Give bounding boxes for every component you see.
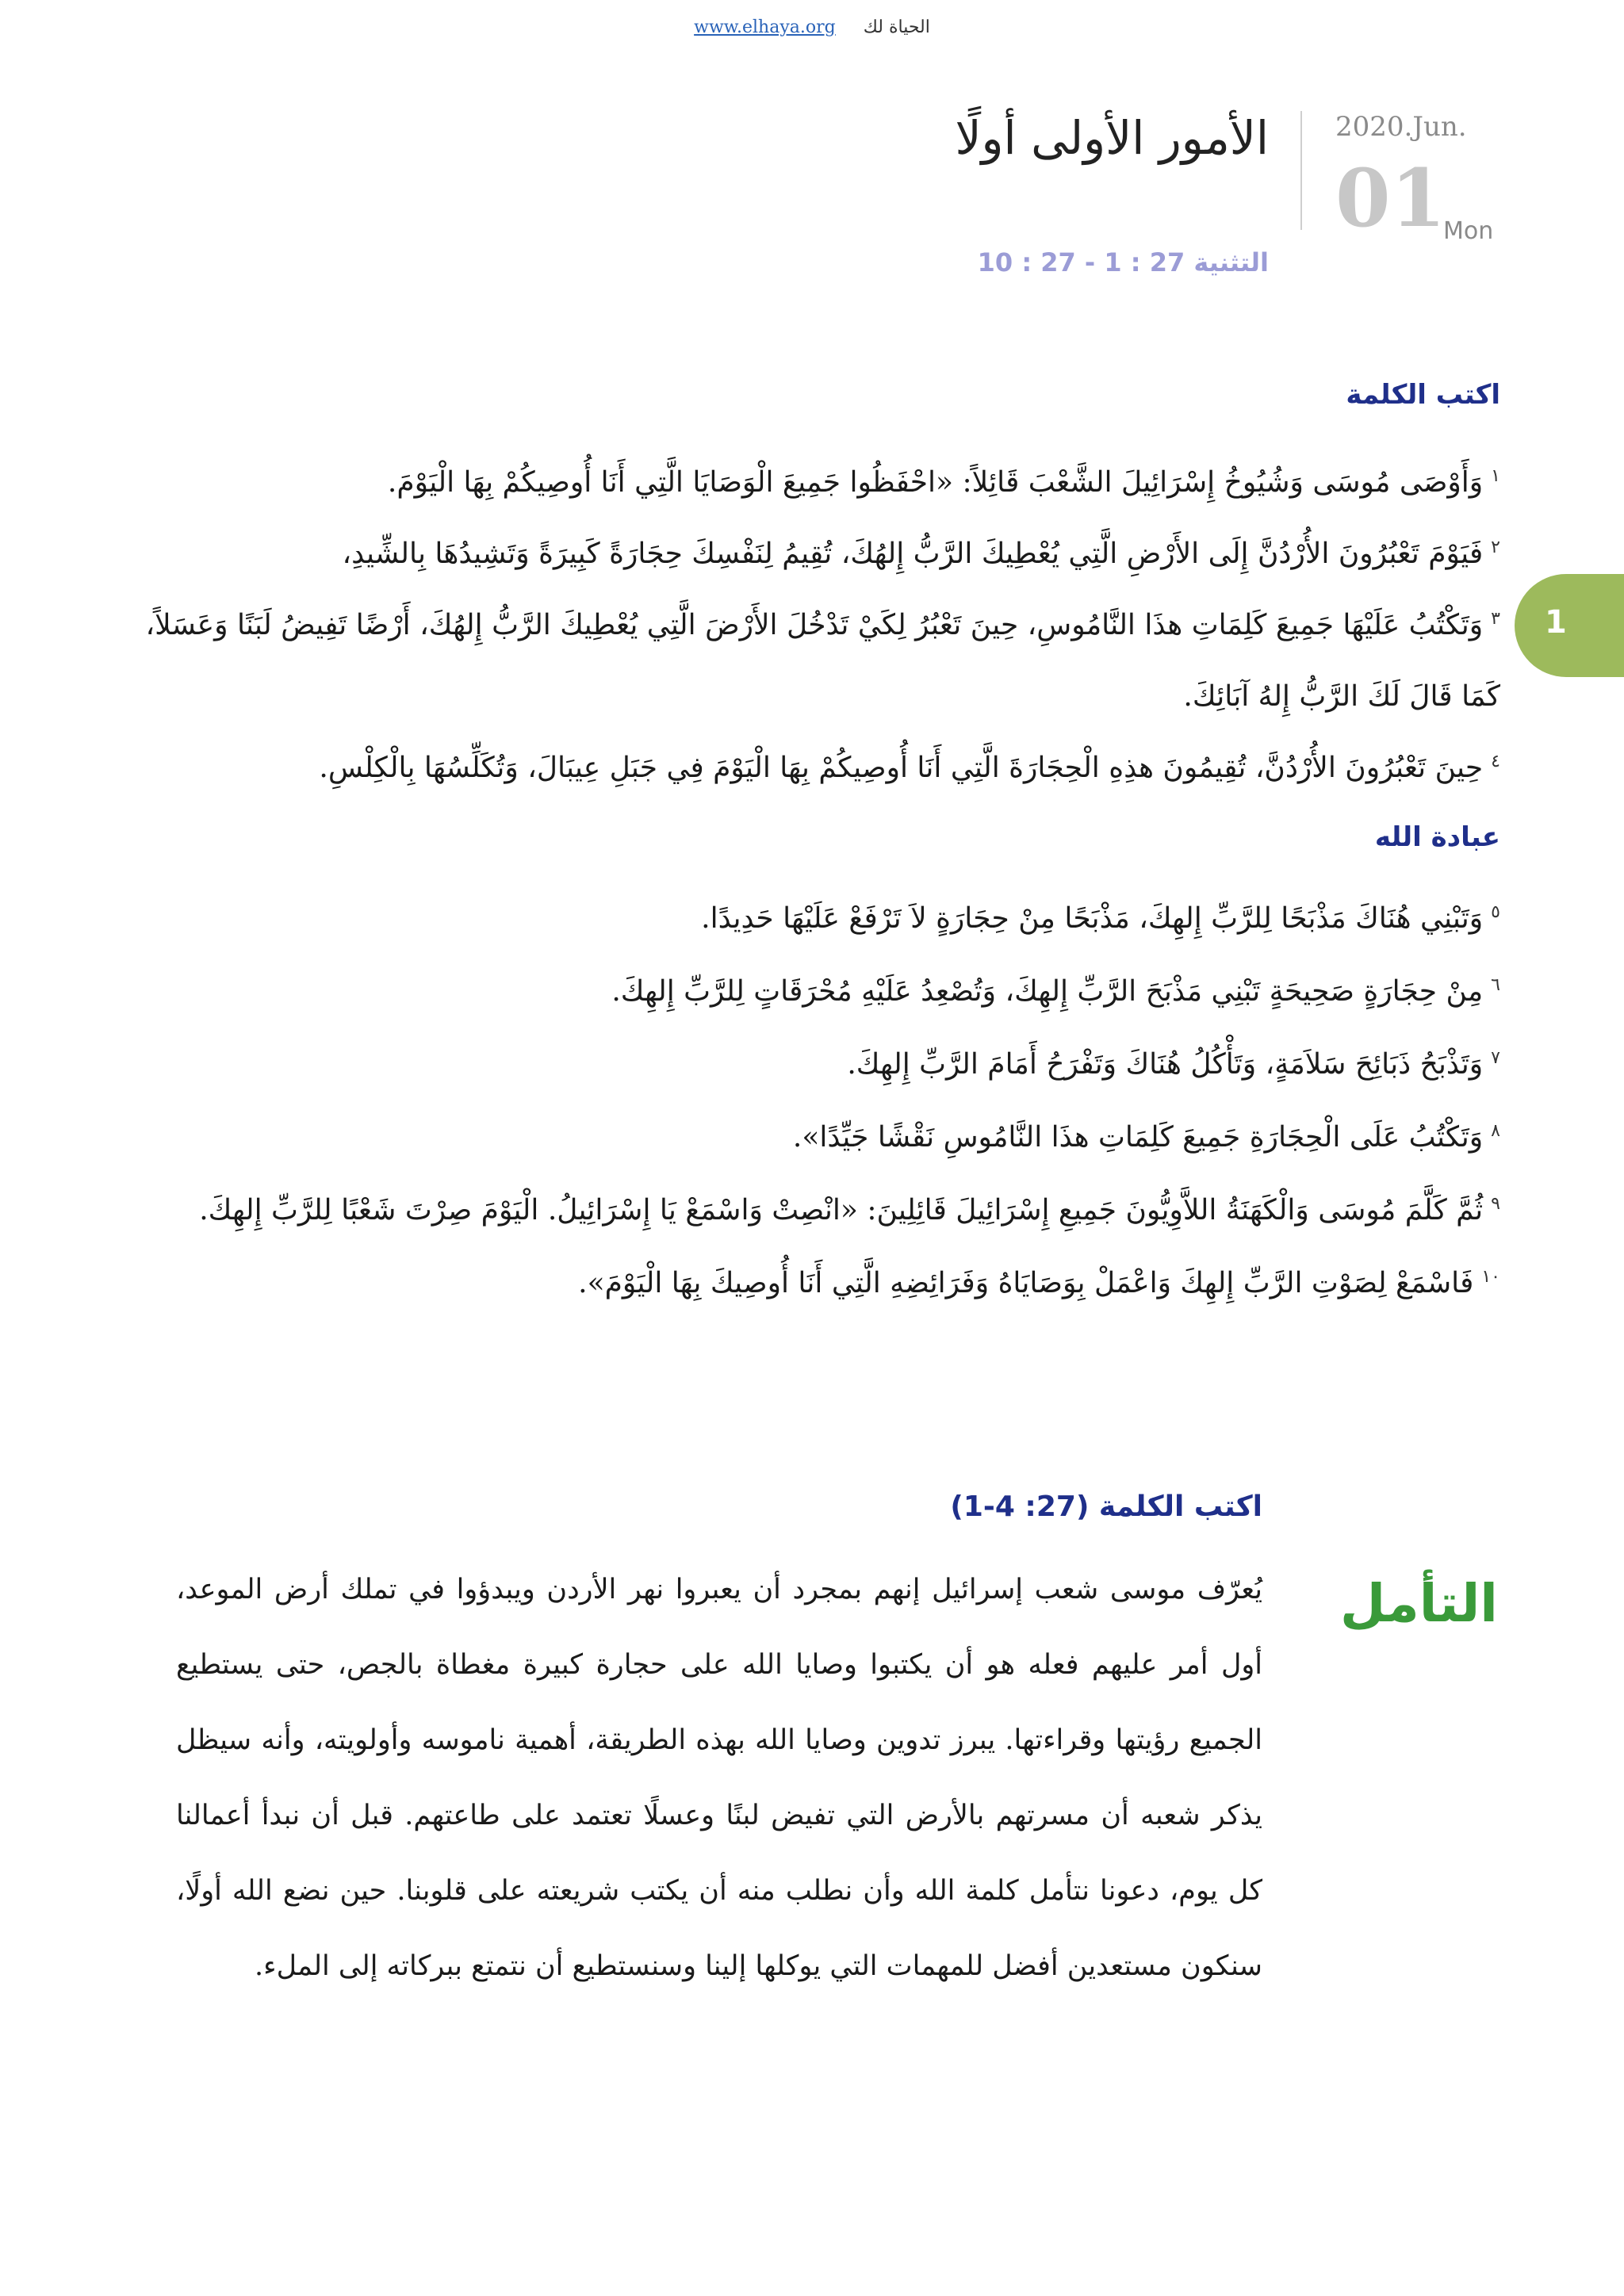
date-year-month: 2020.Jun. [1335, 111, 1467, 143]
verse-number: ٤ [1491, 752, 1500, 771]
verse-text: وَتَبْنِي هُنَاكَ مَذْبَحًا لِلرَّبِّ إِلهِكَ، مَذْبَحًا مِنْ حِجَارَةٍ لاَ تَرْفَعْ عَلَيْهَا حَدِيدًا. [701, 902, 1484, 935]
verse [121, 441, 1500, 519]
reflection-label: التأمل [1340, 1573, 1498, 1634]
site-url-link[interactable]: www.elhaya.org [694, 17, 836, 37]
reflection-body: يُعرّف موسى شعب إسرائيل إنهم بمجرد أن يعبروا نهر الأردن ويبدؤوا في تملك أرض الموعد، أول أمر عليهم فعله هو أن يكتبوا وصايا الله على حجارة كبيرة مغطاة بالجص، حتى يستطيع الجميع رؤيتها وقراءتها. يبرز تدوين وصايا الله بهذه الطريقة، أهمية ناموسه وأولويته، وأنه سيظل يذكر شعبه أن مسرتهم بالأرض التي تفيض لبنًا وعسلًا تعتمد على طاعتهم. قبل أن نبدأ أعمالنا كل يوم، دعونا نتأمل كلمة الله وأن نطلب منه أن يكتب شريعته على قلوبنا. حين نضع الله أولًا، سنكون مستعدين أفضل للمهمات التي يوكلها إلينا وسنستطيع أن نتمتع ببركاته إلى الملء. [176, 1574, 1262, 1982]
verse [121, 584, 1500, 733]
verse-text: فَيَوْمَ تَعْبُرُونَ الأُرْدُنَّ إِلَى الأَرْضِ الَّتِي يُعْطِيكَ الرَّبُّ إِلهُكَ، تُقِيمُ لِنَفْسِكَ حِجَارَةً كَبِيرَةً وَتَشِيدُهَا بِالشِّيدِ، [342, 538, 1484, 570]
page-number: 1 [1545, 604, 1567, 641]
verse-number: ٩ [1491, 1194, 1500, 1214]
verse-number: ١٠ [1481, 1267, 1500, 1287]
verse [121, 950, 1500, 1027]
verse [121, 1242, 1500, 1319]
date-weekday: Mon [1443, 217, 1494, 245]
page-title: الأمور الأولى أولًا [955, 111, 1269, 165]
section-heading-worship: عبادة الله [1374, 821, 1500, 853]
date-divider [1300, 111, 1302, 230]
verse-text: حِينَ تَعْبُرُونَ الأُرْدُنَّ، تُقِيمُونَ هذِهِ الْحِجَارَةَ الَّتِي أَنَا أُوصِيكُمْ بِهَا الْيَوْمَ فِي جَبَلِ عِيبَالَ، وَتُكَلِّسُهَا بِالْكِلْسِ. [319, 752, 1484, 784]
verse-text: وَتَذْبَحُ ذَبَائِحَ سَلاَمَةٍ، وَتَأْكُلُ هُنَاكَ وَتَفْرَحُ أَمَامَ الرَّبِّ إِلهِكَ. [847, 1048, 1484, 1081]
verse-text: ثُمَّ كَلَّمَ مُوسَى وَالْكَهَنَةُ اللاَّوِيُّونَ جَمِيعِ إِسْرَائِيلَ قَائِلِينَ: «انْصِتْ وَاسْمَعْ يَا إِسْرَائِيلُ. الْيَوْمَ صِرْتَ شَعْبًا لِلرَّبِّ إِلهِكَ. [199, 1194, 1484, 1226]
verse-number: ٥ [1491, 902, 1500, 922]
verse-number: ٣ [1491, 609, 1500, 629]
verse-number: ٢ [1491, 538, 1500, 557]
verse [121, 877, 1500, 955]
reflection-heading: اكتب الكلمة (27: 4-1) [950, 1490, 1262, 1523]
verse-text: وَتَكْتُبُ عَلَيْهَا جَمِيعَ كَلِمَاتِ هذَا النَّامُوسِ، حِينَ تَعْبُرُ لِكَيْ تَدْخُلَ الأَرْضَ الَّتِي يُعْطِيكَ الرَّبُّ إِلهُكَ، أَرْضًا تَفِيضُ لَبَنًا وَعَسَلاً، كَمَا قَالَ لَكَ الرَّبُّ إِلهُ آبَائِكَ. [145, 609, 1500, 713]
verse-number: ١ [1491, 466, 1500, 486]
verse-text: وَتَكْتُبُ عَلَى الْحِجَارَةِ جَمِيعَ كَلِمَاتِ هذَا النَّامُوسِ نَقْشًا جَيِّدًا». [792, 1121, 1484, 1154]
section-heading-write-word: اكتب الكلمة [1346, 379, 1500, 411]
verse-number: ٨ [1491, 1121, 1500, 1141]
verse [121, 726, 1500, 804]
verse-number: ٦ [1491, 975, 1500, 995]
verse [121, 1096, 1500, 1173]
verse-number: ٧ [1491, 1048, 1500, 1068]
verse [121, 1169, 1500, 1246]
page-number-badge [1515, 574, 1624, 677]
site-header [0, 17, 1624, 37]
verse [121, 1023, 1500, 1100]
verse-text: مِنْ حِجَارَةٍ صَحِيحَةٍ تَبْنِي مَذْبَحَ الرَّبِّ إِلهِكَ، وَتُصْعِدُ عَلَيْهِ مُحْرَقَاتٍ لِلرَّبِّ إِلهِكَ. [611, 975, 1484, 1008]
date-day: 01 [1335, 151, 1446, 245]
verse-text: وَأَوْصَى مُوسَى وَشُيُوخُ إِسْرَائِيلَ الشَّعْبَ قَائِلاً: «احْفَظُوا جَمِيعَ الْوَصَايَا الَّتِي أَنَا أُوصِيكُمْ بِهَا الْيَوْمَ. [387, 466, 1484, 499]
verse-text: فَاسْمَعْ لِصَوْتِ الرَّبِّ إِلهِكَ وَاعْمَلْ بِوَصَايَاهُ وَفَرَائِضِهِ الَّتِي أَنَا أُوصِيكَ بِهَا الْيَوْمَ». [578, 1267, 1474, 1299]
verse [121, 512, 1500, 590]
site-name: الحياة لك [863, 17, 930, 37]
date-block [1300, 111, 1499, 254]
scripture-reference: التثنية 27 : 1 - 27 : 10 [977, 247, 1269, 277]
